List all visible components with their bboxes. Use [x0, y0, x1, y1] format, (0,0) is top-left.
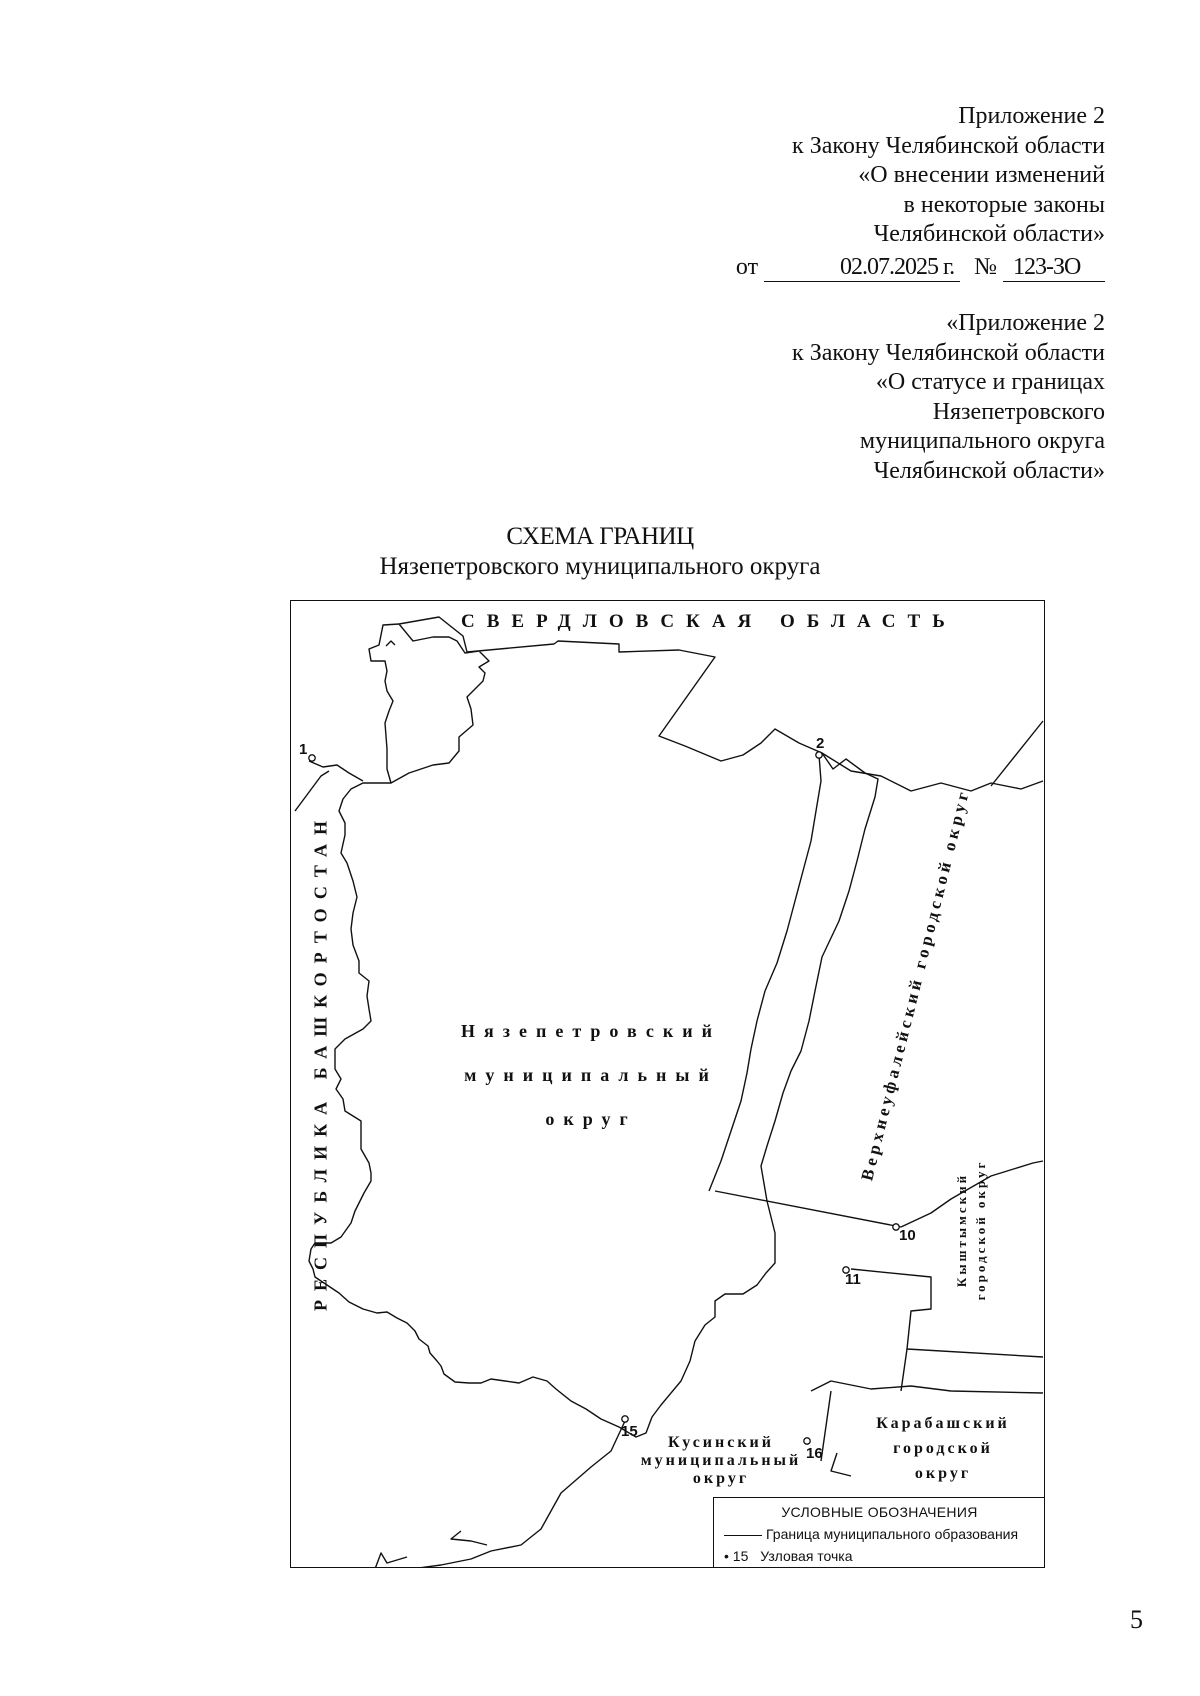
kyshtym-label [952, 1150, 990, 1310]
boundary-line-swatch [724, 1535, 762, 1536]
east-district-label: Верхнеуфалейский городской округ [857, 786, 974, 1183]
node-label: 16 [806, 1445, 823, 1462]
legend-title: УСЛОВНЫЕ ОБОЗНАЧЕНИЯ [781, 1504, 978, 1520]
page-number: 5 [1130, 1605, 1143, 1634]
district-label-line: Нязепетровский [461, 1021, 721, 1041]
region-label-north: СВЕРДЛОВСКАЯ ОБЛАСТЬ [461, 611, 957, 632]
date-field: 02.07.2025 г. [764, 254, 960, 282]
map-legend [713, 1497, 1045, 1568]
annex-line: к Закону Челябинской области [792, 339, 1105, 366]
legend-node-label: Узловая точка [760, 1548, 853, 1564]
annex-line: «О внесении изменений [858, 162, 1105, 188]
annex-line: Приложение 2 [958, 103, 1105, 129]
karabash-label [843, 1411, 1043, 1486]
number-field: 123-ЗО [1003, 254, 1105, 282]
annex-line: к Закону Челябинской области [792, 132, 1105, 159]
kusa-label-line: округ [692, 1470, 750, 1487]
karabash-label-line: округ [914, 1465, 972, 1482]
annex-line: Челябинской области» [873, 457, 1105, 484]
annex-line: Нязепетровского [932, 398, 1105, 425]
kusa-label-line: муниципальный [640, 1452, 802, 1469]
annex-line: в некоторые законы [903, 191, 1105, 218]
node-label: 15 [621, 1423, 638, 1440]
title-line-1: СХЕМА ГРАНИЦ [506, 523, 694, 550]
kusa-label [621, 1434, 821, 1488]
annex-line: «О статусе и границах [875, 369, 1105, 395]
karabash-label-line: Карабашский [876, 1415, 1010, 1432]
node-label: 10 [899, 1227, 916, 1244]
node-label: 1 [299, 741, 308, 758]
node-marker [816, 752, 822, 758]
map-title [0, 522, 1200, 582]
annex-line: муниципального округа [859, 428, 1105, 454]
district-label [441, 1009, 741, 1141]
kusa-label-line: Кусинский [667, 1434, 774, 1451]
boundary-map [290, 600, 1045, 1568]
kyshtym-label-line: городской округ [973, 1159, 988, 1301]
district-label-line: округ [545, 1109, 637, 1129]
title-line-2: Нязепетровского муниципального округа [379, 553, 821, 580]
node-marker [309, 755, 315, 761]
legend-boundary-item [724, 1526, 1018, 1542]
annex-header [792, 102, 1105, 250]
node-marker-swatch: • 15 [724, 1548, 749, 1564]
node-label: 11 [845, 1271, 861, 1288]
kyshtym-label-line: Кыштымский [954, 1172, 969, 1288]
karabash-label-line: городской [893, 1440, 993, 1457]
annex-line: Челябинской области» [873, 221, 1105, 247]
region-label-west: РЕСПУБЛИКА БАШКОРТОСТАН [310, 812, 331, 1311]
district-label-line: муниципальный [464, 1065, 718, 1085]
number-prefix: № [974, 254, 997, 280]
legend-boundary-label: Граница муниципального образования [766, 1526, 1019, 1542]
date-prefix: от [735, 254, 759, 280]
quoted-annex-header [792, 309, 1105, 486]
node-marker [622, 1416, 628, 1422]
annex-line: «Приложение 2 [946, 310, 1105, 336]
date-number-line [736, 254, 1105, 282]
node-label: 2 [816, 735, 825, 752]
legend-node-item [724, 1548, 853, 1564]
